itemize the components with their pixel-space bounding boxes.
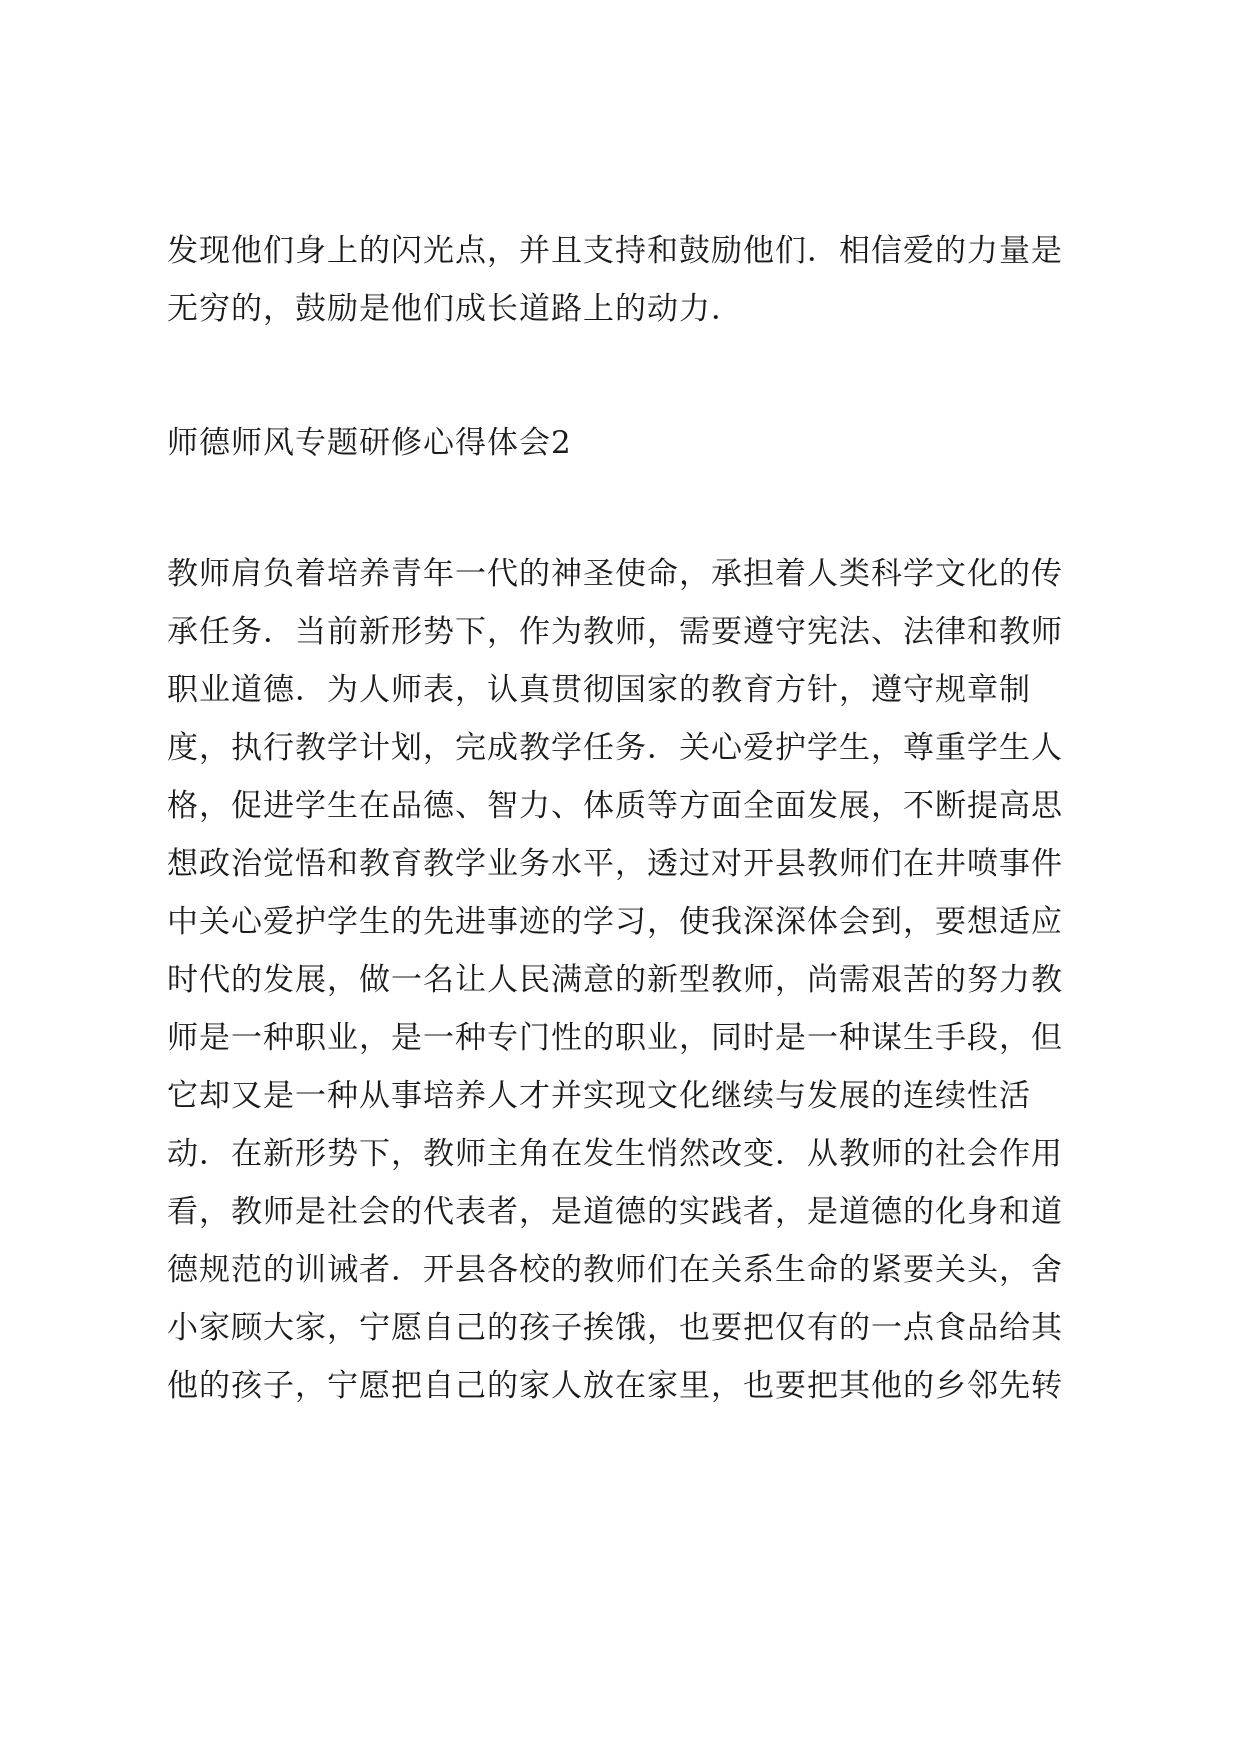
text-line: 动．在新形势下，教师主角在发生悄然改变．从教师的社会作用 xyxy=(167,1136,1063,1172)
paragraph-1 xyxy=(167,222,1087,338)
text-line: 小家顾大家，宁愿自己的孩子挨饿，也要把仅有的一点食品给其 xyxy=(167,1310,1063,1346)
section-title-text: 师德师风专题研修心得体会2 xyxy=(167,425,572,461)
text-line: 它却又是一种从事培养人才并实现文化继续与发展的连续性活 xyxy=(167,1078,1031,1114)
text-line: 想政治觉悟和教育教学业务水平，透过对开县教师们在井喷事件 xyxy=(167,846,1063,882)
text-line: 德规范的训诫者．开县各校的教师们在关系生命的紧要关头，舍 xyxy=(167,1252,1063,1288)
text-line: 师是一种职业，是一种专门性的职业，同时是一种谋生手段，但 xyxy=(167,1020,1063,1056)
text-line: 无穷的，鼓励是他们成长道路上的动力． xyxy=(167,291,743,327)
text-line: 承任务．当前新形势下，作为教师，需要遵守宪法、法律和教师 xyxy=(167,614,1063,650)
text-line: 看，教师是社会的代表者，是道德的实践者，是道德的化身和道 xyxy=(167,1194,1063,1230)
paragraph-2 xyxy=(167,545,1087,1415)
text-line: 中关心爱护学生的先进事迹的学习，使我深深体会到，要想适应 xyxy=(167,904,1063,940)
text-line: 教师肩负着培养青年一代的神圣使命，承担着人类科学文化的传 xyxy=(167,556,1063,592)
text-line: 时代的发展，做一名让人民满意的新型教师，尚需艰苦的努力教 xyxy=(167,962,1063,998)
text-line: 发现他们身上的闪光点，并且支持和鼓励他们．相信爱的力量是 xyxy=(167,233,1063,269)
text-line: 职业道德．为人师表，认真贯彻国家的教育方针，遵守规章制 xyxy=(167,672,1031,708)
text-line: 格，促进学生在品德、智力、体质等方面全面发展，不断提高思 xyxy=(167,788,1063,824)
section-title xyxy=(167,414,1087,472)
text-line: 他的孩子，宁愿把自己的家人放在家里，也要把其他的乡邻先转 xyxy=(167,1368,1063,1404)
text-line: 度，执行教学计划，完成教学任务．关心爱护学生，尊重学生人 xyxy=(167,730,1063,766)
